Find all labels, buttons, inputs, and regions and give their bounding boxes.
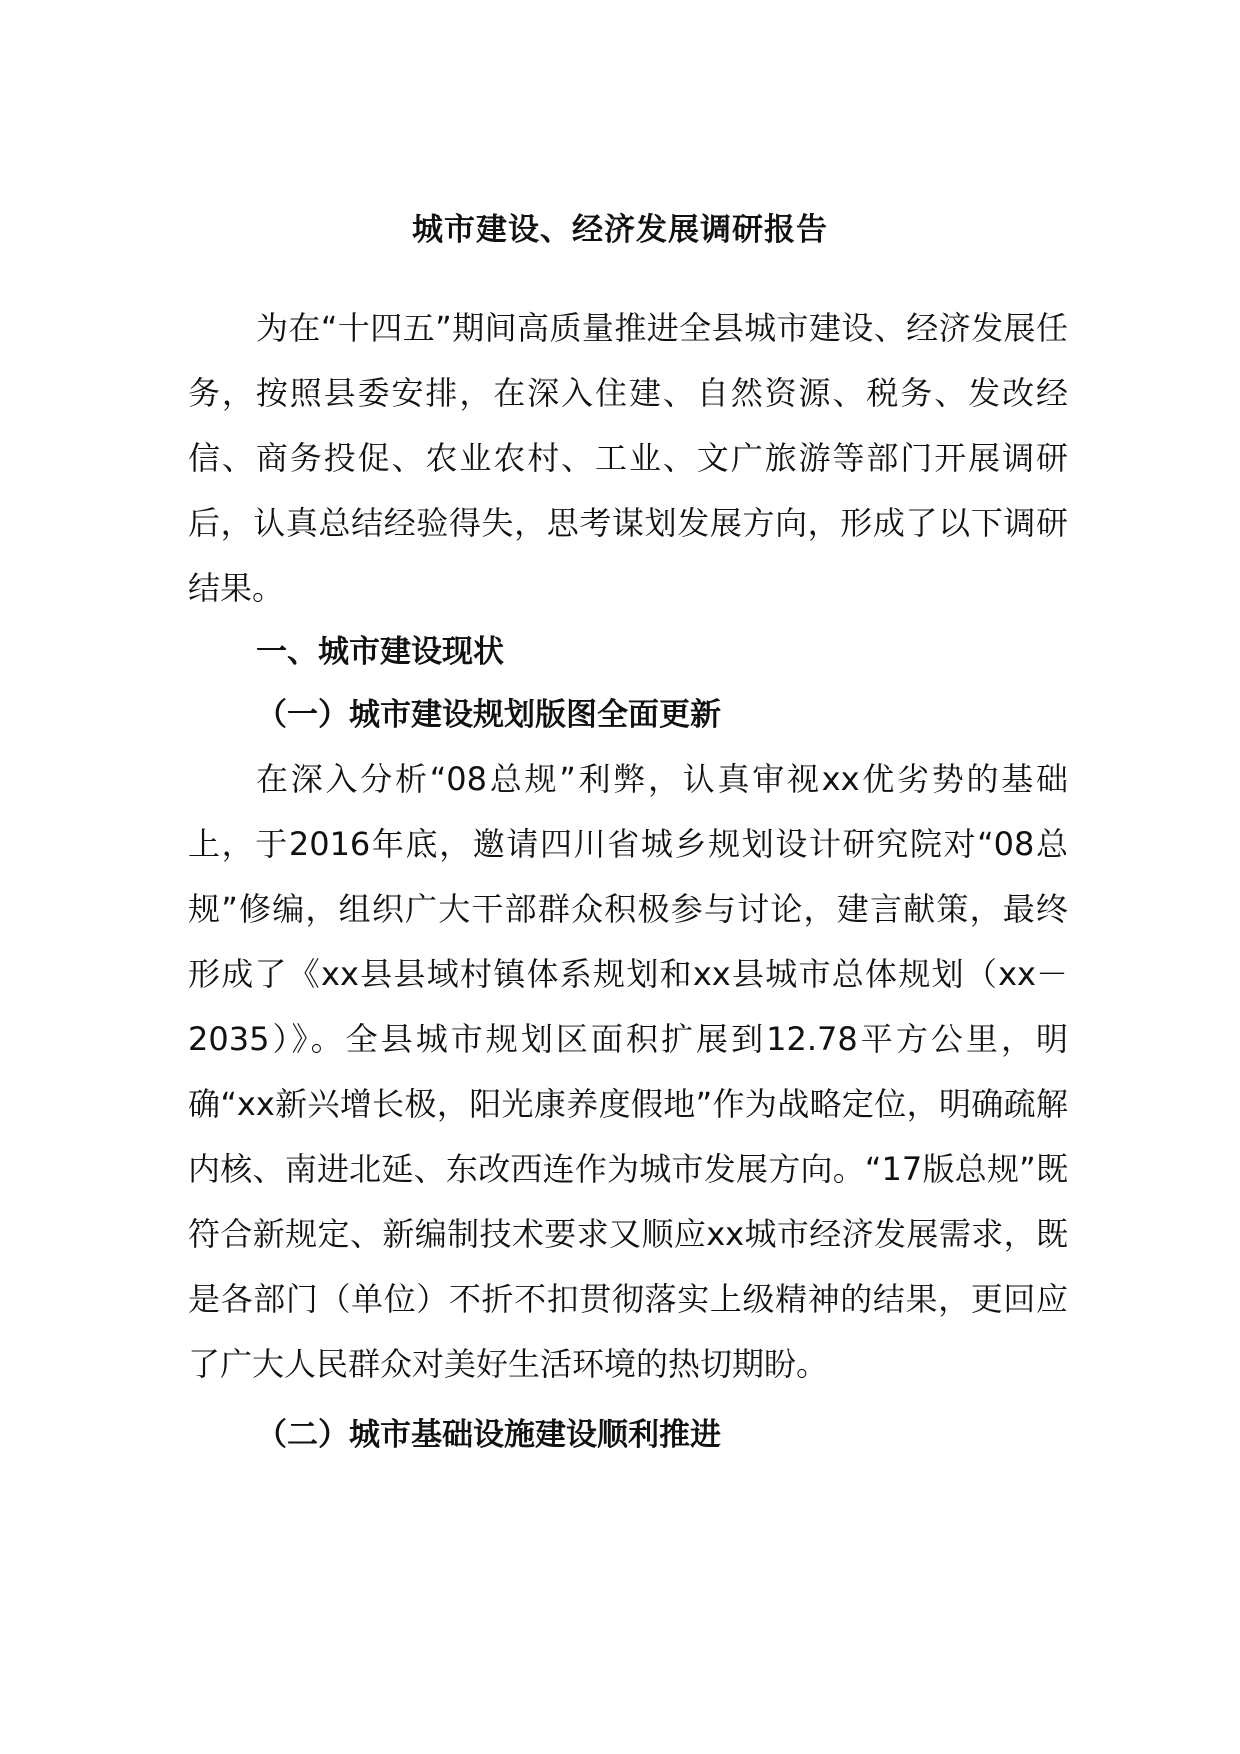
subsection-1-paragraph: 在深入分析“08总规”利弊，认真审视xx优劣势的基础上，于2016年底，邀请四川省城乡规划设计研究院对“08总规”修编，组织广大干部群众积极参与讨论，建言献策，最终形成了《xx县县域村镇体系规划和xx县城市总体规划（xx－2035）》。全县城市规划区面积扩展到12.78平方公里，明确“xx新兴增长极，阳光康养度假地”作为战略定位，明确疏解内核、南进北延、东改西连作为城市发展方向。“17版总规”既符合新规定、新编制技术要求又顺应xx城市经济发展需求，既是各部门（单位）不折不扣贯彻落实上级精神的结果，更回应了广大人民群众对美好生活环境的热切期盼。 (188, 760, 1068, 1383)
subsection-heading-2: （二）城市基础设施建设顺利推进 (256, 1417, 721, 1453)
document-title: 城市建设、经济发展调研报告 (412, 212, 828, 248)
document-body (188, 296, 1068, 1467)
subsection-heading-1: （一）城市建设规划版图全面更新 (256, 697, 721, 733)
section-heading-1: 一、城市建设现状 (256, 634, 504, 670)
intro-paragraph: 为在“十四五”期间高质量推进全县城市建设、经济发展任务，按照县委安排，在深入住建、自然资源、税务、发改经信、商务投促、农业农村、工业、文广旅游等部门开展调研后，认真总结经验得失，思考谋划发展方向，形成了以下调研结果。 (188, 309, 1068, 607)
